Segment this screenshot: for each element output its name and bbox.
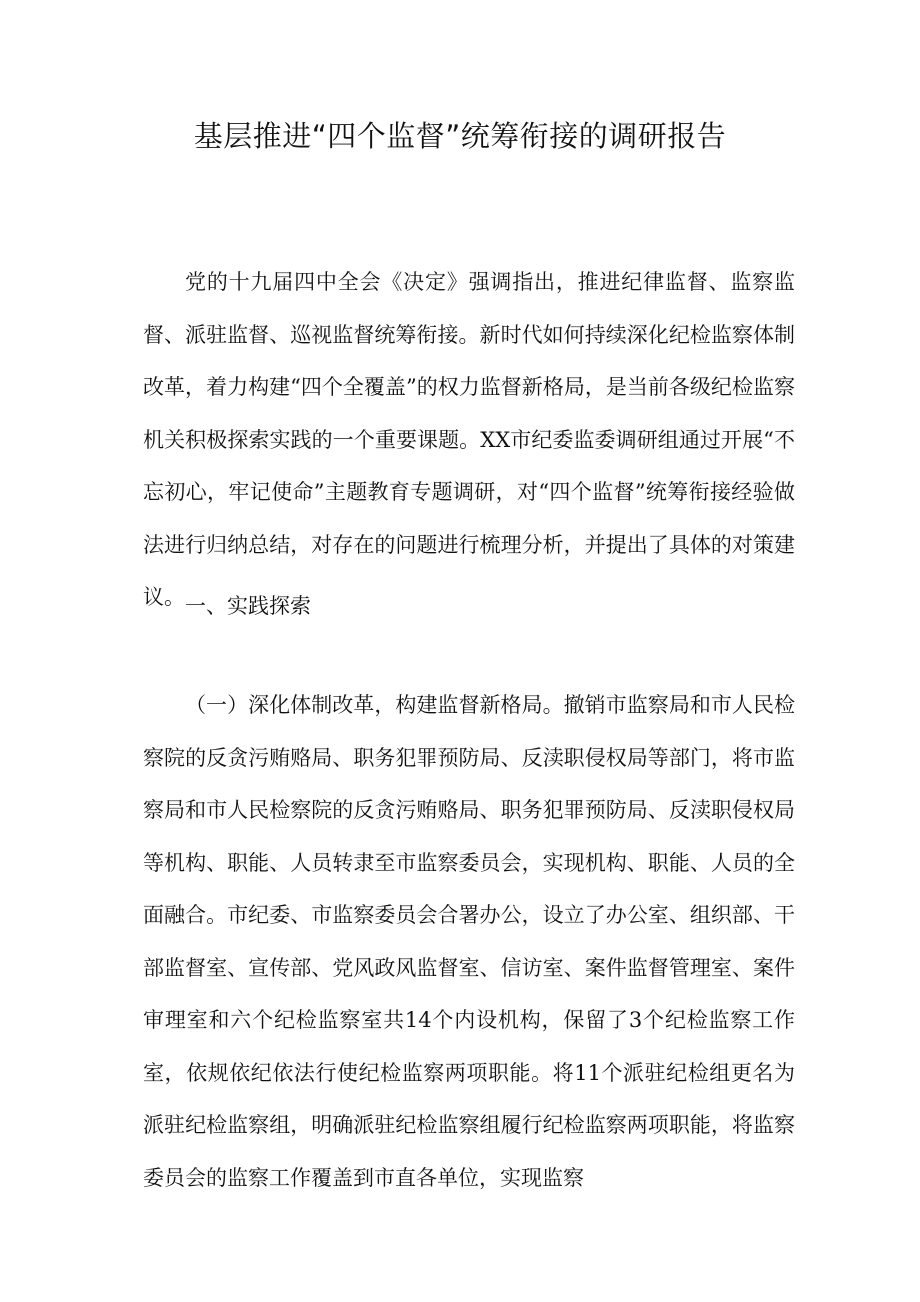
section-heading: 一、实践探索	[185, 594, 311, 618]
document-title: 基层推进“四个监督”统筹衔接的调研报告	[193, 119, 727, 153]
body-paragraph: （一）深化体制改革，构建监督新格局。撤销市监察局和市人民检察院的反贪污贿赂局、职务犯罪预防局、反渎职侵权局等部门，将市监察局和市人民检察院的反贪污贿赂局、职务犯罪预防局、反渎职侵权局等机构、职能、人员转隶至市监察委员会，实现机构、职能、人员的全面融合。市纪委、市监察委员会合署办公，设立了办公室、组织部、干部监督室、宣传部、党风政风监督室、信访室、案件监督管理室、案件审理室和六个纪检监察室共14个内设机构，保留了3个纪检监察工作室，依规依纪依法行使纪检监察两项职能。将11个派驻纪检组更名为派驻纪检监察组，明确派驻纪检监察组履行纪检监察两项职能，将监察委员会的监察工作覆盖到市直各单位，实现监察	[143, 693, 795, 1190]
intro-paragraph: 党的十九届四中全会《决定》强调指出，推进纪律监督、监察监督、派驻监督、巡视监督统筹衔接。新时代如何持续深化纪检监察体制改革，着力构建“四个全覆盖”的权力监督新格局，是当前各级纪检监察机关积极探索实践的一个重要课题。XX市纪委监委调研组通过开展“不忘初心，牢记使命”主题教育专题调研，对“四个监督”统筹衔接经验做法进行归纳总结，对存在的问题进行梳理分析，并提出了具体的对策建议。	[143, 270, 795, 609]
